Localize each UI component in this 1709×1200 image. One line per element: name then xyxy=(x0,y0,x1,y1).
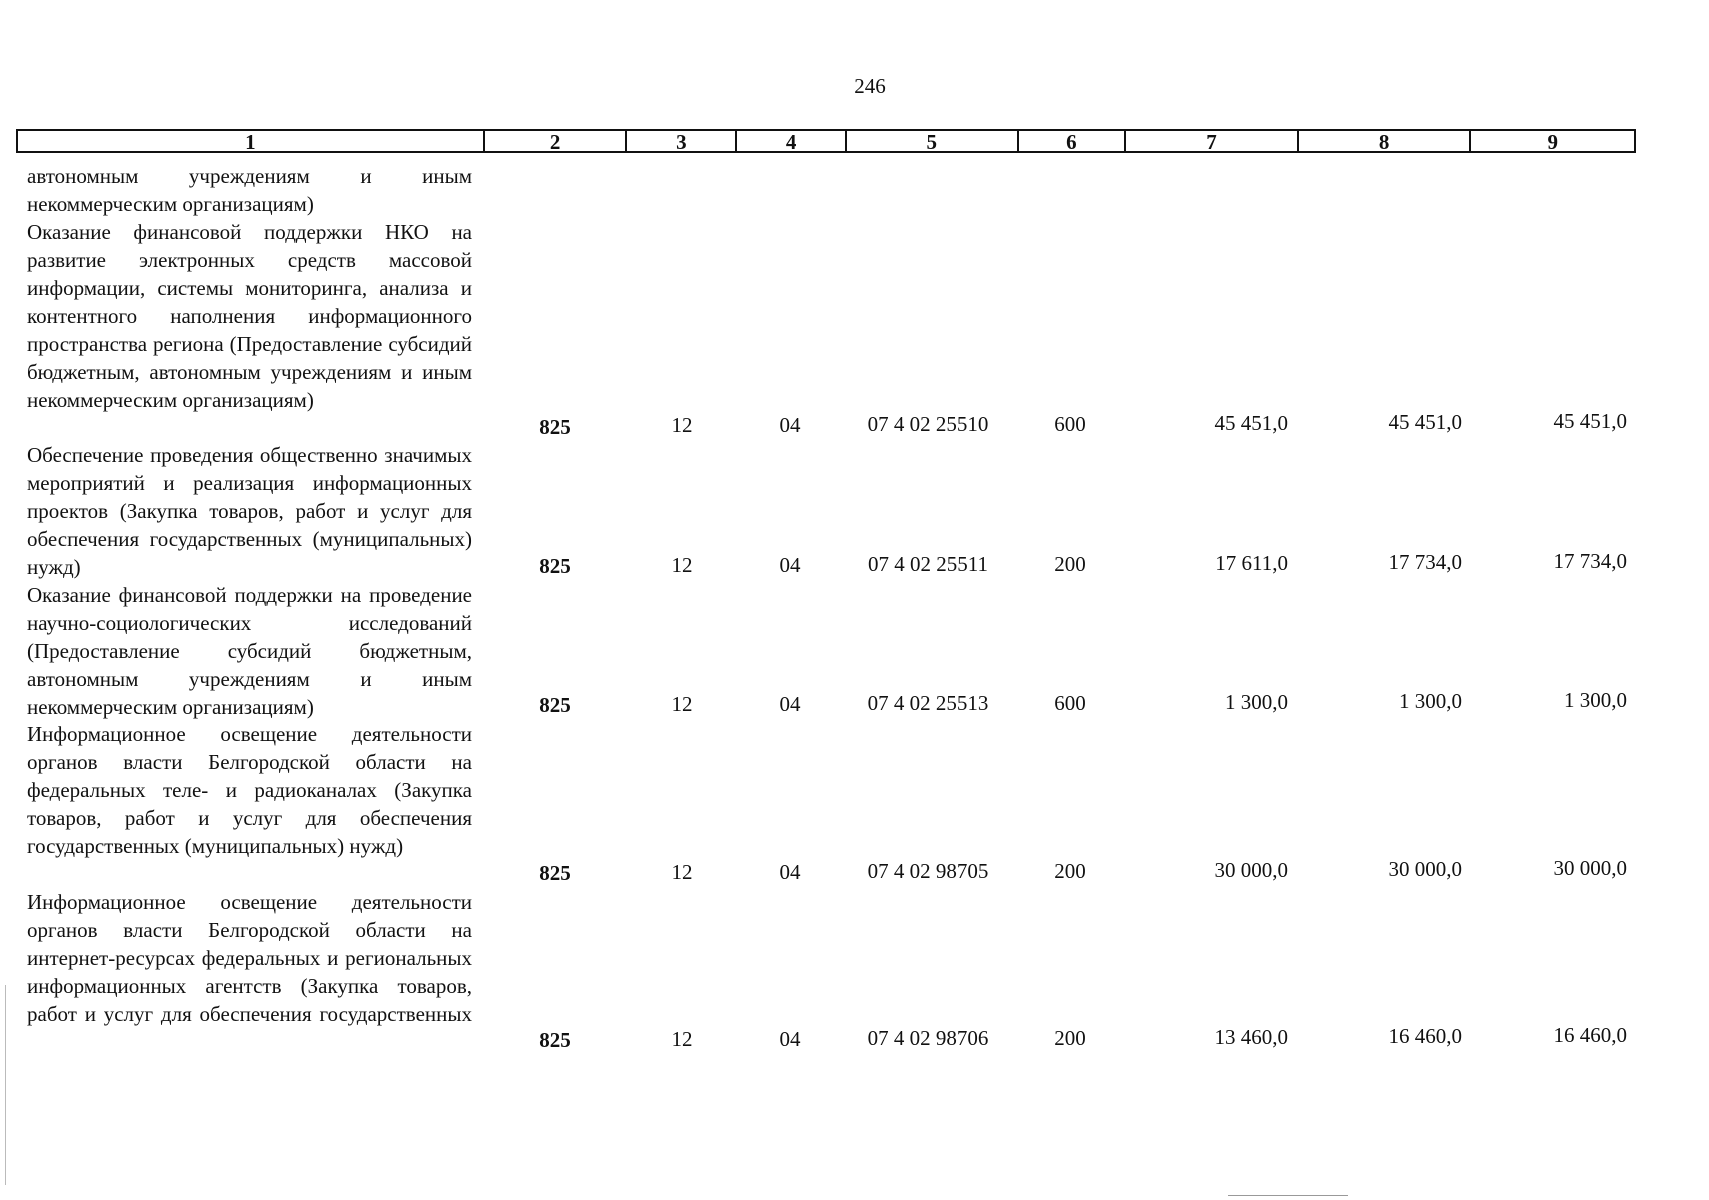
row-description: Обеспечение проведения общественно значимых мероприятий и реализация информационных проектов (Закупка товаров, работ и услуг для обеспечения государственных (муниципальных) нужд) xyxy=(27,443,472,579)
row-expense-type: 200 xyxy=(1054,1026,1086,1050)
row-section: 12 xyxy=(671,692,693,716)
left-margin-rule xyxy=(5,985,6,1185)
row-amount-col8: 16 460,0 xyxy=(1388,1024,1462,1048)
bottom-separator xyxy=(1228,1195,1348,1196)
column-header-2: 2 xyxy=(485,131,628,151)
row-subsection: 04 xyxy=(779,692,801,716)
column-header-3: 3 xyxy=(627,131,737,151)
column-header-4: 4 xyxy=(737,131,847,151)
row-expense-type: 200 xyxy=(1054,859,1086,883)
column-header-1: 1 xyxy=(18,131,485,151)
row-target-code: 07 4 02 25511 xyxy=(868,552,988,576)
column-header-7: 7 xyxy=(1126,131,1299,151)
row-section: 12 xyxy=(671,413,693,437)
row-amount-col7: 1 300,0 xyxy=(1225,690,1288,714)
page-number: 246 xyxy=(854,74,886,98)
row-expense-type: 600 xyxy=(1054,412,1086,436)
row-subsection: 04 xyxy=(779,1027,801,1051)
row-description: Оказание финансовой поддержки на проведение научно-социологических исследований (Предоставление субсидий бюджетным, автономным учреждениям и иным некоммерческим организациям) xyxy=(27,583,472,719)
row-amount-col9: 45 451,0 xyxy=(1553,409,1627,433)
row-amount-col7: 45 451,0 xyxy=(1214,411,1288,435)
table-header xyxy=(16,129,1636,153)
row-amount-col8: 45 451,0 xyxy=(1388,410,1462,434)
row-expense-type: 600 xyxy=(1054,691,1086,715)
row-amount-col9: 1 300,0 xyxy=(1564,688,1627,712)
row-amount-col7: 30 000,0 xyxy=(1214,858,1288,882)
row-description: Информационное освещение деятельности органов власти Белгородской области на интернет-ресурсах федеральных и региональных информационных агентств (Закупка товаров, работ и услуг для обеспечения государственных xyxy=(27,890,472,1026)
row-amount-col9: 17 734,0 xyxy=(1553,549,1627,573)
column-header-5: 5 xyxy=(847,131,1019,151)
row-target-code: 07 4 02 98706 xyxy=(867,1026,989,1050)
row-admin-code: 825 xyxy=(539,1028,571,1052)
row-section: 12 xyxy=(671,1027,693,1051)
row-subsection: 04 xyxy=(779,553,801,577)
row-amount-col9: 30 000,0 xyxy=(1553,856,1627,880)
row-admin-code: 825 xyxy=(539,415,571,439)
column-header-9: 9 xyxy=(1547,130,1558,154)
row-expense-type: 200 xyxy=(1054,552,1086,576)
row-description: Информационное освещение деятельности органов власти Белгородской области на федеральных теле- и радиоканалах (Закупка товаров, работ и услуг для обеспечения государственных (муниципальных) нужд) xyxy=(27,722,472,858)
row-amount-col7: 17 611,0 xyxy=(1215,551,1288,575)
row-amount-col9: 16 460,0 xyxy=(1553,1023,1627,1047)
column-header-8: 8 xyxy=(1299,131,1472,151)
row-admin-code: 825 xyxy=(539,554,571,578)
row-subsection: 04 xyxy=(779,413,801,437)
continuation-text: автономным учреждениям и иным некоммерческим организациям) xyxy=(27,164,472,216)
row-amount-col7: 13 460,0 xyxy=(1214,1025,1288,1049)
row-admin-code: 825 xyxy=(539,861,571,885)
row-target-code: 07 4 02 98705 xyxy=(867,859,989,883)
column-header-6: 6 xyxy=(1019,131,1127,151)
row-section: 12 xyxy=(671,553,693,577)
row-section: 12 xyxy=(671,860,693,884)
row-description: Оказание финансовой поддержки НКО на развитие электронных средств массовой информации, системы мониторинга, анализа и контентного наполнения информационного пространства региона (Предоставление субсидий бюджетным, автономным учреждениям и иным некоммерческим организациям) xyxy=(27,220,472,412)
row-subsection: 04 xyxy=(779,860,801,884)
row-amount-col8: 17 734,0 xyxy=(1388,550,1462,574)
row-target-code: 07 4 02 25510 xyxy=(867,412,989,436)
row-target-code: 07 4 02 25513 xyxy=(867,691,989,715)
row-amount-col8: 30 000,0 xyxy=(1388,857,1462,881)
row-amount-col8: 1 300,0 xyxy=(1399,689,1462,713)
row-admin-code: 825 xyxy=(539,693,571,717)
